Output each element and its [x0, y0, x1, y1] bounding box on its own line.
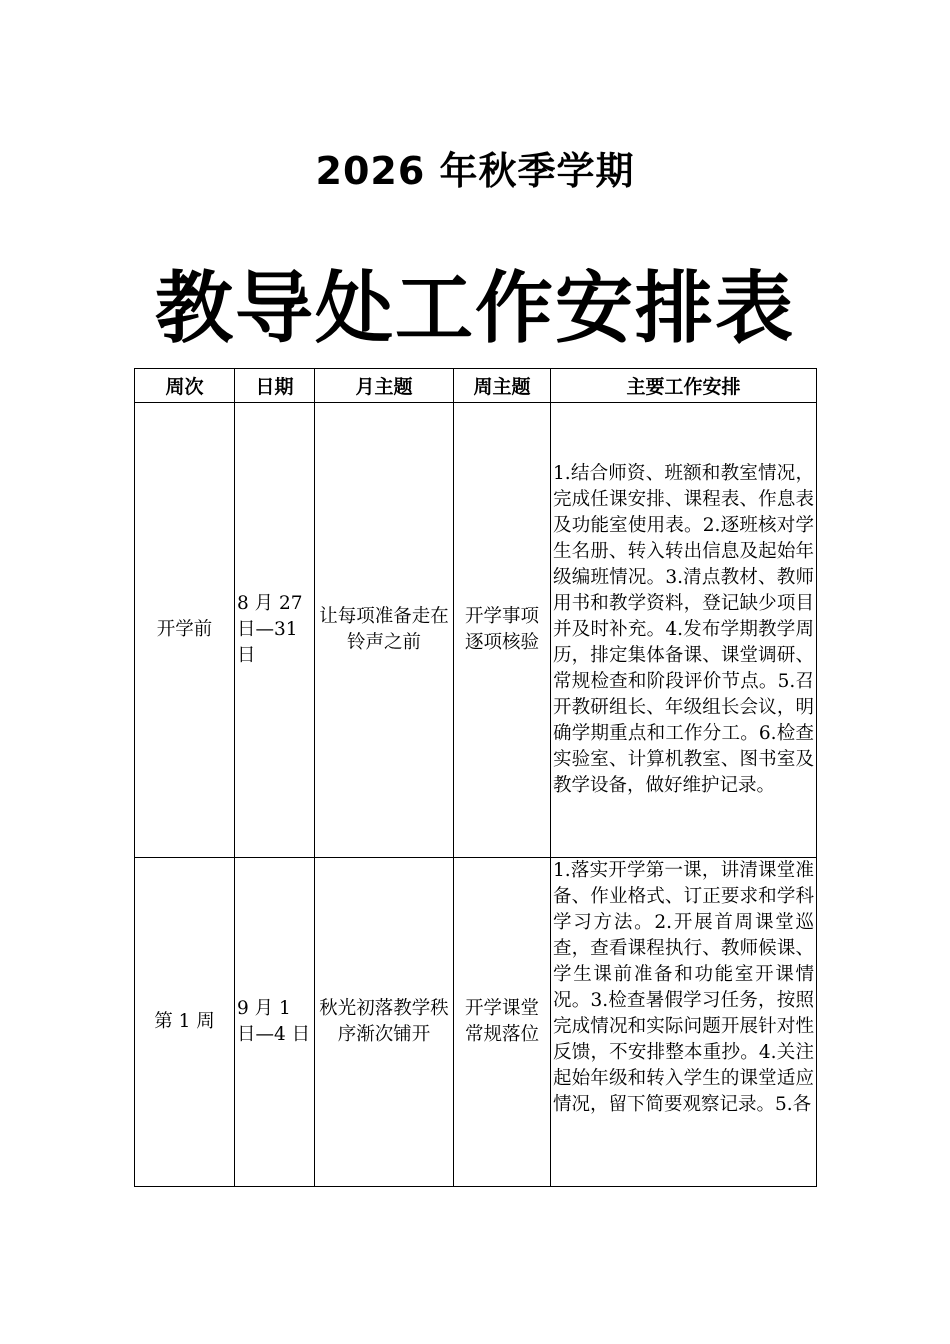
cell-date: 8 月 27 日—31 日: [235, 403, 315, 858]
cell-week-theme: 开学事项逐项核验: [454, 403, 551, 858]
cell-week: 第 1 周: [135, 858, 235, 1187]
cell-week-theme: 开学课堂常规落位: [454, 858, 551, 1187]
cell-tasks: 1.结合师资、班额和教室情况，完成任课安排、课程表、作息表及功能室使用表。2.逐班核对学生名册、转入转出信息及起始年级编班情况。3.清点教材、教师用书和教学资料，登记缺少项目并及时补充。4.发布学期教学周历，排定集体备课、课堂调研、常规检查和阶段评价节点。5.召开教研组长、年级组长会议，明确学期重点和工作分工。6.检查实验室、计算机教室、图书室及教学设备，做好维护记录。: [551, 403, 817, 858]
table-row: [135, 858, 817, 1187]
cell-month-theme: 秋光初落教学秩序渐次铺开: [315, 858, 454, 1187]
column-header-week: 周次: [135, 369, 235, 403]
table-header-row: [135, 369, 817, 403]
column-header-month-theme: 月主题: [315, 369, 454, 403]
column-header-tasks: 主要工作安排: [551, 369, 817, 403]
document-title-main: 教导处工作安排表: [154, 264, 795, 354]
cell-tasks-text: 1.落实开学第一课，讲清课堂准备、作业格式、订正要求和学科学习方法。2.开展首周课堂巡查，查看课程执行、教师候课、学生课前准备和功能室开课情况。3.检查暑假学习任务，按照完成情况和实际问题开展针对性反馈，不安排整本重抄。4.关注起始年级和转入学生的课堂适应情况，留下简要观察记录。5.各: [553, 860, 814, 1115]
table-row: [135, 403, 817, 858]
column-header-week-theme: 周主题: [454, 369, 551, 403]
schedule-table: [134, 368, 817, 1187]
document-title-term: 2026 年秋季学期: [315, 149, 635, 193]
cell-month-theme: 让每项准备走在铃声之前: [315, 403, 454, 858]
cell-date: 9 月 1 日—4 日: [235, 858, 315, 1187]
column-header-date: 日期: [235, 369, 315, 403]
cell-tasks: [551, 858, 817, 1187]
cell-week: 开学前: [135, 403, 235, 858]
